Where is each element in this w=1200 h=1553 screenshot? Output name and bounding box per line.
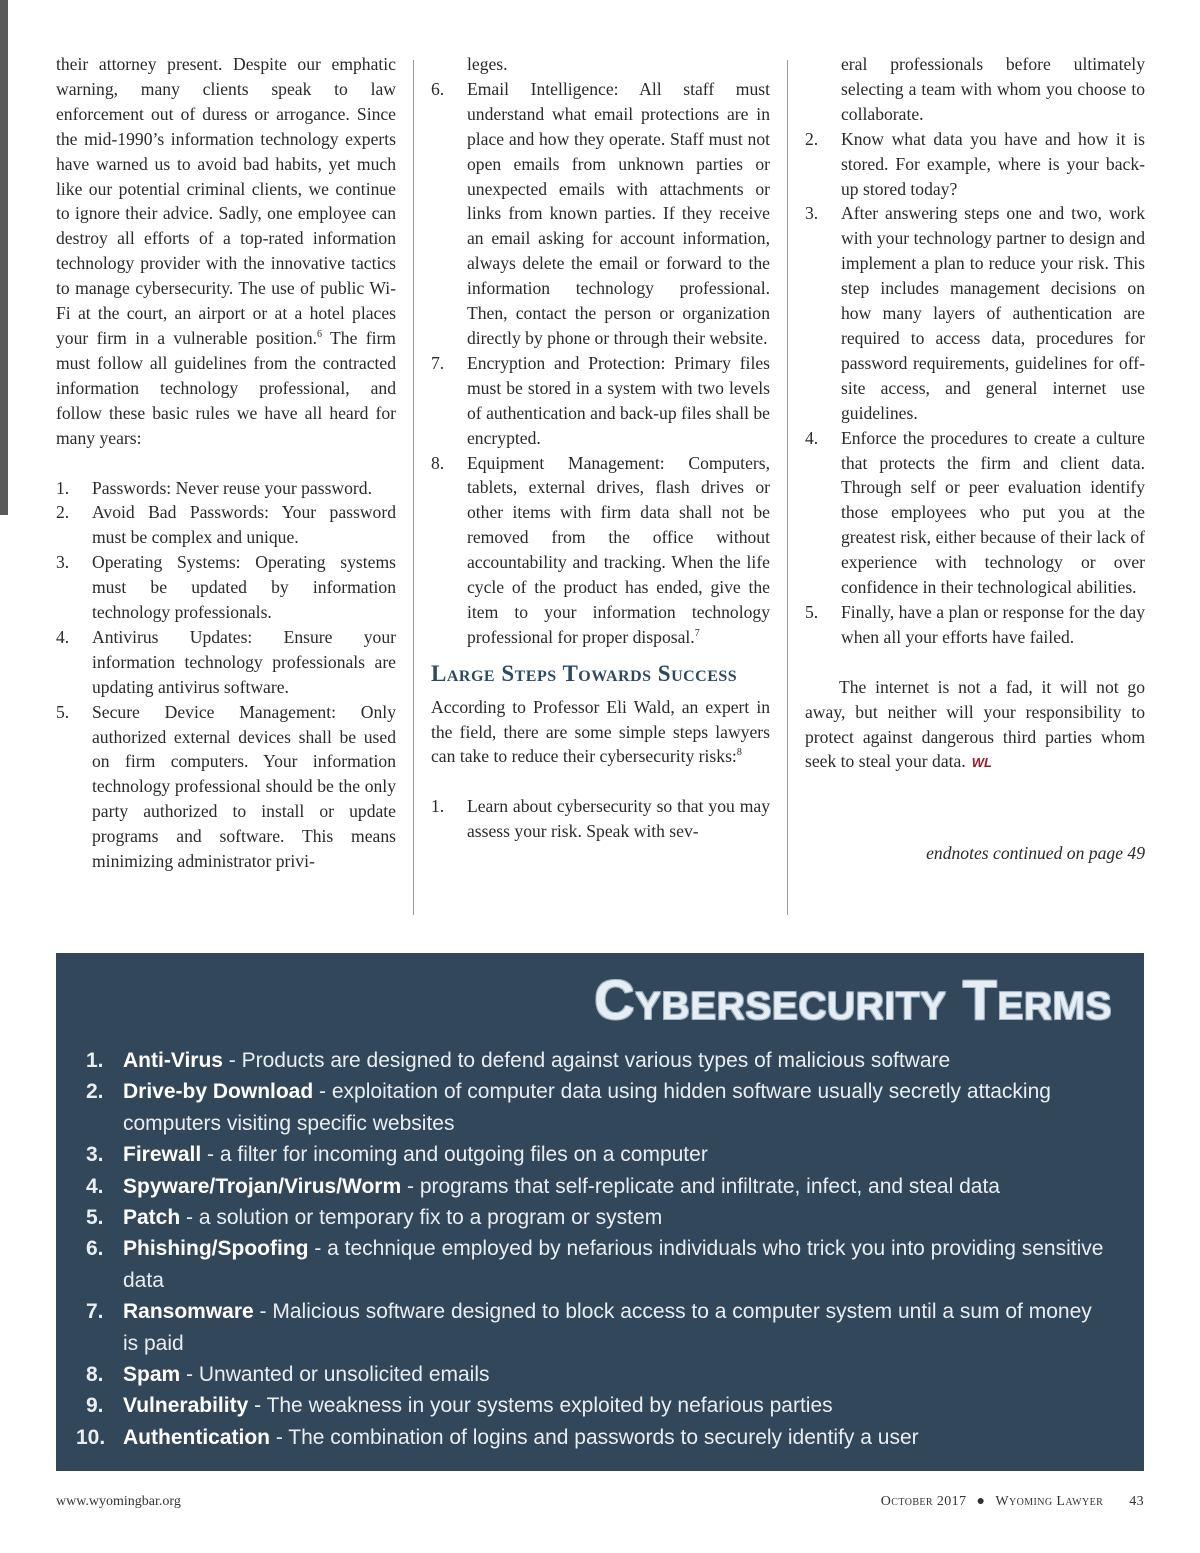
bullet-icon: ● [976,1494,986,1509]
column-divider [787,60,788,915]
list-item: 2. Know what data you have and how it is stored. For example, where is your back-up stored today? [805,128,1145,199]
footer-issue-info [881,1494,1144,1510]
list-item: 6. Email Intelligence: All staff must understand what email protections are in place and how they operate. Staff must not open emails from unknown parties or unexpected emails with attachments or links from known parties. If they receive an email asking for account information, always delete the email or forward to the information technology professional. Then, contact the person or organization directly by phone or through their website. [431,78,770,348]
term-item: 3. Firewall - a filter for incoming and outgoing files on a computer [86,1143,708,1167]
footnote-ref-7: 7 [694,627,700,639]
wl-end-mark: WL [971,755,992,771]
section-intro: According to Professor Eli Wald, an expert in the field, there are some simple steps lawyers can take to reduce their cybersecurity risks:$^8$ [431,696,770,767]
column-1 [56,52,396,874]
list-item: 2. Avoid Bad Passwords: Your password must be complex and unique. [56,502,396,548]
endnotes-continued: endnotes continued on page 49 [926,843,1145,863]
list-item: 5. Secure Device Management: Only authorized external devices shall be used on firm computers. Your information technology professional should be the only party authorized to install or update programs and software. This means minimizing administrator privi- [56,701,396,872]
success-steps-list-continued [805,52,1145,650]
list-item: 3. After answering steps one and two, work with your technology partner to design and implement a plan to reduce your risk. This step includes management decisions on how many layers of authentication are required to access data, procedures for password requirements, guidelines for off-site access, and general internet use guidelines. [805,203,1145,423]
footer-website: www.wyomingbar.org [56,1494,181,1509]
cybersecurity-terms-box [56,953,1144,1471]
column-2 [431,52,770,844]
col1-para-text: their attorney present. Despite our emphatic warning, many clients speak to law enforcement out of duress or arrogance. Since the mid-1990’s information technology experts have warned us to avoid bad habits, yet much like our potential criminal clients, we continue to ignore their advice. Sadly, one employee can destroy all efforts of a top-rated information technology provider with the innovative tactics to manage cybersecurity. The use of public Wi-Fi at the court, an airport or at a hotel places your firm in a vulnerable position. [56,54,396,348]
footer-publication: Wyoming Lawyer [995,1494,1104,1509]
list-item-continued: leges. [467,54,508,74]
term-item: 7. Ransomware - Malicious software designed to block access to a computer system until a sum of money is paid [86,1300,1092,1355]
col1-paragraph [56,52,396,451]
basic-rules-list [56,476,396,875]
closing-paragraph: The internet is not a fad, it will not go away, but neither will your responsibility to protect against dangerous third parties whom seek to steal your data. WL [805,676,1145,772]
list-item: 1. Passwords: Never reuse your password. [56,477,372,498]
list-item: 7. Encryption and Protection: Primary files must be stored in a system with two levels of authentication and back-up files shall be encrypted. [431,352,770,448]
term-item: 5. Patch - a solution or temporary fix to a program or system [86,1206,663,1230]
terms-list [76,1045,1112,1453]
success-steps-list [431,794,770,844]
list-item: 8. Equipment Management: Computers, tablets, external drives, flash drives or other items with firm data shall not be removed from the office without accountability and tracking. When the life cycle of the product has ended, give the item to your information technology professional for proper disposal.$^7$ [431,452,770,647]
term-item: 8. Spam - Unwanted or unsolicited emails [86,1363,490,1387]
list-item: 5. Finally, have a plan or response for the day when all your efforts have failed. [805,601,1145,647]
footnote-ref-8: 8 [736,747,742,759]
page-edge-bar [0,0,8,515]
term-item: 6. Phishing/Spoofing - a technique employed by nefarious individuals who trick you into providing sensitive data [86,1237,1104,1292]
list-item: 3. Operating Systems: Operating systems must be updated by information technology professionals. [56,552,396,623]
term-item: 4. Spyware/Trojan/Virus/Worm - programs that self-replicate and infiltrate, infect, and steal data [86,1174,1000,1198]
page-number: 43 [1129,1494,1144,1509]
col1-para-end: The firm must follow all guidelines from the contracted information technology professional, and follow these basic rules we have all heard for many years: [56,327,396,448]
list-item: 1. Learn about cybersecurity so that you may assess your risk. Speak with sev- [431,796,770,842]
list-item: 4. Antivirus Updates: Ensure your information technology professionals are updating antivirus software. [56,626,396,697]
footnote-ref-6: 6 [317,329,323,341]
terms-box-title: Cybersecurity Terms [594,968,1112,1031]
section-heading: Large Steps Towards Success [431,660,738,686]
list-item-continued: eral professionals before ultimately selecting a team with whom you choose to collaborate. [841,54,1145,124]
term-item: 10. Authentication - The combination of logins and passwords to securely identify a user [76,1425,919,1449]
column-3 [805,52,1145,776]
term-item: 1. Anti-Virus - Products are designed to defend against various types of malicious software [86,1049,951,1072]
footer-issue: October 2017 [880,1494,967,1509]
term-item: 9. Vulnerability - The weakness in your systems exploited by nefarious parties [86,1394,833,1418]
term-item: 2. Drive-by Download - exploitation of computer data using hidden software usually secretly attacking computers visiting specific websites [86,1080,1051,1135]
column-divider [413,60,414,915]
list-item: 4. Enforce the procedures to create a culture that protects the firm and client data. Through self or peer evaluation identify those employees who put you at the greatest risk, either because of their lack of experience with technology or over confidence in their technological abilities. [805,427,1145,598]
basic-rules-list-continued [431,52,770,650]
